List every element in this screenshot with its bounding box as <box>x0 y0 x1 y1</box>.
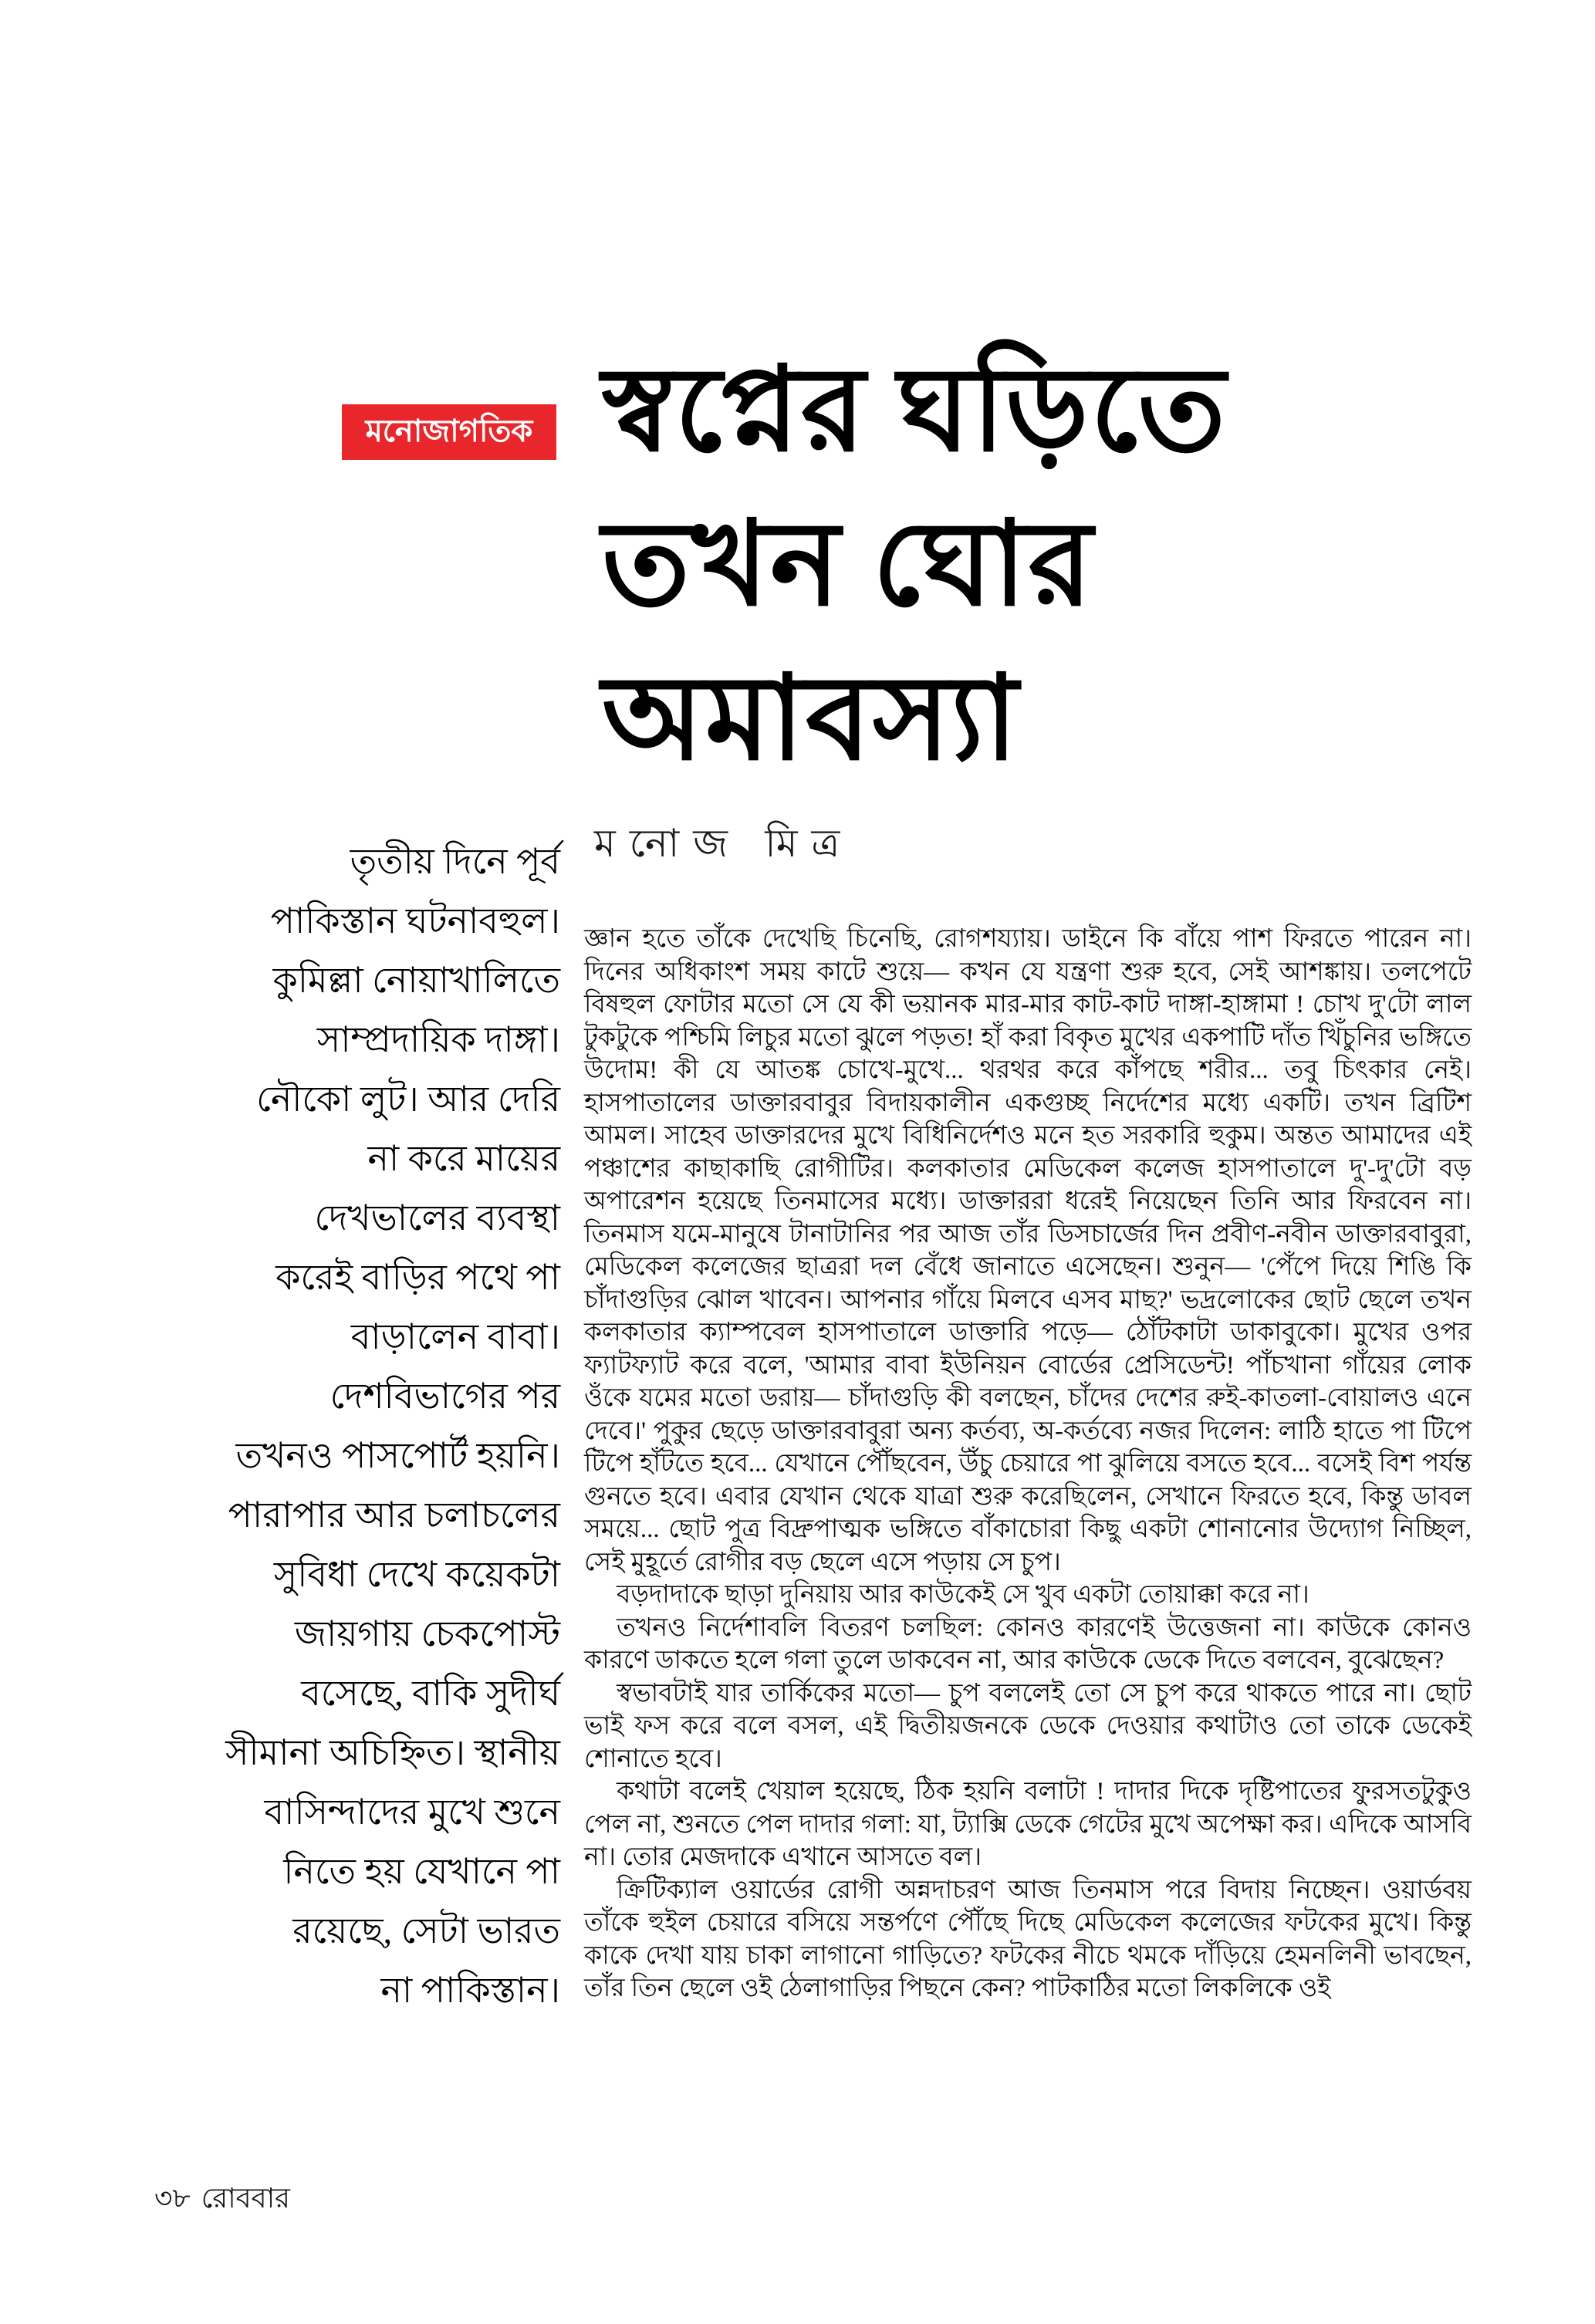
body-paragraph: ক্রিটিক্যাল ওয়ার্ডের রোগী অন্নদাচরণ আজ তিনমাস পরে বিদায় নিচ্ছেন। ওয়ার্ডবয় তাঁকে হুইল চেয়ারে বসিয়ে সন্তর্পণে পৌঁছে দিছে মেডিকেল কলেজের ফটকের মুখে। কিন্তু কাকে দেখা যায় চাকা লাগানো গাড়িতে? ফটকের নীচে থমকে দাঁড়িয়ে হেমনলিনী ভাবছেন, তাঁর তিন ছেলে ওই ঠেলাগাড়ির পিছনে কেন? পাটকাঠির মতো লিকলিকে ওই <box>584 1876 1472 2002</box>
body-paragraph: বড়দাদাকে ছাড়া দুনিয়ায় আর কাউকেই সে খুব একটা তোয়াক্কা করে না। <box>617 1581 1309 1609</box>
author-byline: মনোজ মিত্র <box>594 822 854 865</box>
page-number: ৩৮ <box>154 2183 191 2214</box>
body-paragraph: স্বভাবটাই যার তার্কিকের মতো— চুপ বললেই তো সে চুপ করে থাকতে পারে না। ছোট ভাই ফস করে বলে বসল, এই দ্বিতীয়জনকে ডেকে দেওয়ার কথাটাও তো তাকে ডেকেই শোনাতে হবে। <box>584 1679 1472 1773</box>
standfirst-intro: তৃতীয় দিনে পূর্ব পাকিস্তান ঘটনাবহুল। কুমিল্লা নোয়াখালিতে সাম্প্রদায়িক দাঙ্গা। নৌকো লুট। আর দেরি না করে মায়ের দেখভালের ব্যবস্থা করেই বাড়ির পথে পা বাড়ালেন বাবা। দেশবিভাগের পর তখনও পাসপোর্ট হয়নি। পারাপার আর চলাচলের সুবিধা দেখে কয়েকটা জায়গায় চেকপোস্ট বসেছে, বাকি সুদীর্ঘ সীমানা অচিহ্নিত। স্থানীয় বাসিন্দাদের মুখে শুনে নিতে হয় যেখানে পা রয়েছে, সেটা ভারত না পাকিস্তান। <box>225 842 560 2010</box>
article-body <box>584 923 1472 2005</box>
article-headline: স্বপ্নের ঘড়িতে তখন ঘোর অমাবস্যা <box>602 346 1228 784</box>
section-kicker: মনোজাগতিক <box>342 404 556 460</box>
body-paragraph: তখনও নির্দেশাবলি বিতরণ চলছিল: কোনও কারণেই উত্তেজনা না। কাউকে কোনও কারণে ডাকতে হলে গলা তুলে ডাকবেন না, আর কাউকে ডেকে দিতে বলবেন, বুঝেছেন? <box>584 1613 1472 1674</box>
page-footer <box>154 2177 290 2224</box>
body-paragraph: কথাটা বলেই খেয়াল হয়েছে, ঠিক হয়নি বলাটা ! দাদার দিকে দৃষ্টিপাতের ফুরসতটুকুও পেল না, শুনতে পেল দাদার গলা: যা, ট্যাক্সি ডেকে গেটের মুখে অপেক্ষা কর। এদিকে আসবি না। তোর মেজদাকে এখানে আসতে বল। <box>584 1778 1472 1871</box>
body-paragraph: জ্ঞান হতে তাঁকে দেখেছি চিনেছি, রোগশয্যায়। ডাইনে কি বাঁয়ে পাশ ফিরতে পারেন না। দিনের অধিকাংশ সময় কাটে শুয়ে— কখন যে যন্ত্রণা শুরু হবে, সেই আশঙ্কায়। তলপেটে বিষহুল ফোটার মতো সে যে কী ভয়ানক মার-মার কাট-কাট দাঙ্গা-হাঙ্গামা ! চোখ দু'টো লাল টুকটুকে পশ্চিমি লিচুর মতো ঝুলে পড়ত! হাঁ করা বিকৃত মুখের একপাটি দাঁত খিঁচুনির ভঙ্গিতে উদোম! কী যে আতঙ্ক চোখে-মুখে... থরথর করে কাঁপছে শরীর... তবু চিৎকার নেই। হাসপাতালের ডাক্তারবাবুর বিদায়কালীন একগুচ্ছ নির্দেশের মধ্যে একটি। তখন ব্রিটিশ আমল। সাহেব ডাক্তারদের মুখে বিধিনির্দেশও মনে হত সরকারি হুকুম। অন্তত আমাদের এই পঞ্চাশের কাছাকাছি রোগীটির। কলকাতার মেডিকেল কলেজ হাসপাতালে দু'-দু'টো বড় অপারেশন হয়েছে তিনমাসের মধ্যে। ডাক্তাররা ধরেই নিয়েছেন তিনি আর ফিরবেন না। তিনমাস যমে-মানুষে টানাটানির পর আজ তাঁর ডিসচার্জের দিন প্রবীণ-নবীন ডাক্তারবাবুরা, মেডিকেল কলেজের ছাত্ররা দল বেঁধে জানাতে এসেছেন। শুনুন— 'পেঁপে দিয়ে শিঙি কি চাঁদাগুড়ির ঝোল খাবেন। আপনার গাঁয়ে মিলবে এসব মাছ?' ভদ্রলোকের ছোট ছেলে তখন কলকাতার ক্যাম্পবেল হাসপাতালে ডাক্তারি পড়ে— ঠোঁটকাটা ডাকাবুকো। মুখের ওপর ফ্যাটফ্যাট করে বলে, 'আমার বাবা ইউনিয়ন বোর্ডের প্রেসিডেন্ট! পাঁচখানা গাঁয়ের লোক ওঁকে যমের মতো ডরায়— চাঁদাগুড়ি কী বলছেন, চাঁদের দেশের রুই-কাতলা-বোয়ালও এনে দেবে।' পুকুর ছেড়ে ডাক্তারবাবুরা অন্য কর্তব্য, অ-কর্তব্যে নজর দিলেন: লাঠি হাতে পা টিপে টিপে হাঁটতে হবে... যেখানে পৌঁছবেন, উঁচু চেয়ারে পা ঝুলিয়ে বসতে হবে... বসেই বিশ পর্যন্ত গুনতে হবে। এবার যেখান থেকে যাত্রা শুরু করেছিলেন, সেখানে ফিরতে হবে, কিন্তু ডাবল সময়ে... ছোট পুত্র বিদ্রুপাত্মক ভঙ্গিতে বাঁকাচোরা কিছু একটা শোনানোর উদ্যোগ নিচ্ছিল, সেই মুহূর্তে রোগীর বড় ছেলে এসে পড়ায় সে চুপ। <box>584 925 1472 1576</box>
magazine-name: রোববার <box>201 2183 290 2214</box>
